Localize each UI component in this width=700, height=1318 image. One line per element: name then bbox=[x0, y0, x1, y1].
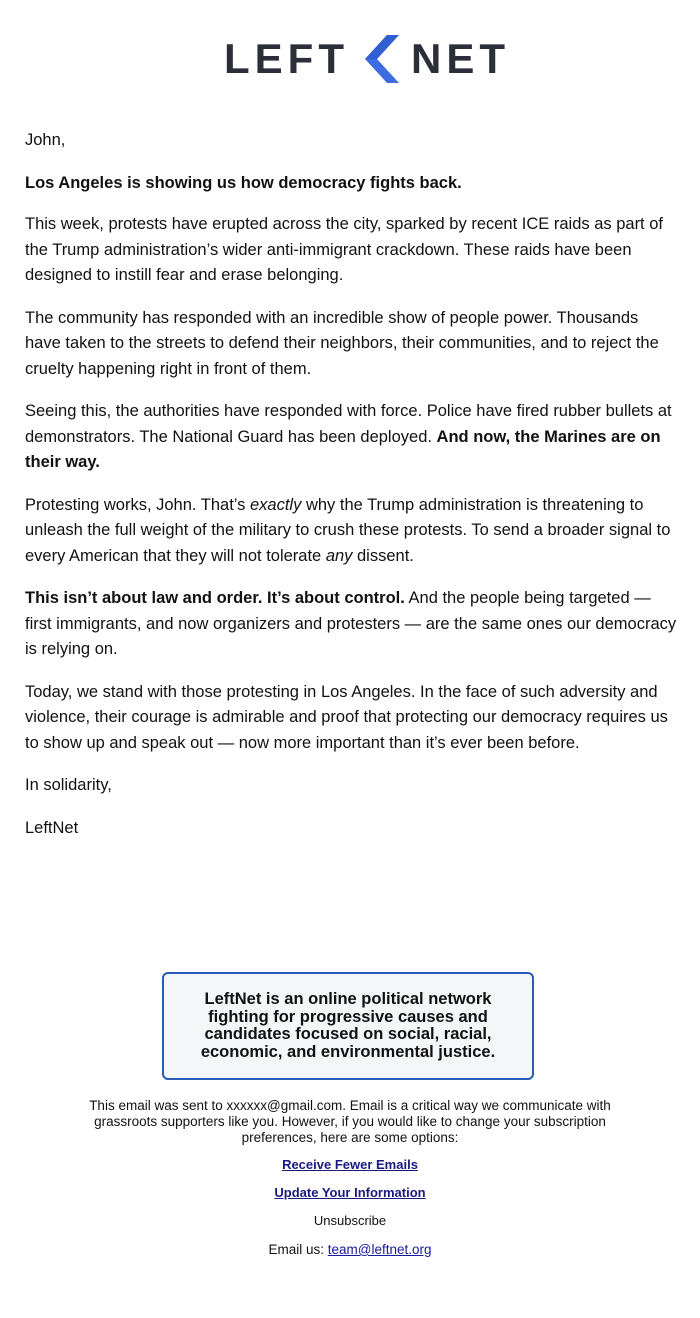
lead-paragraph bbox=[25, 171, 677, 197]
leftnet-logo bbox=[224, 34, 510, 84]
lead-bold-text: Los Angeles is showing us how democracy fights back. bbox=[25, 173, 462, 192]
paragraph-4-part-a: Protesting works, John. That’s bbox=[25, 495, 250, 514]
email-us-link[interactable]: team@leftnet.org bbox=[327, 1242, 432, 1257]
paragraph-5 bbox=[25, 586, 677, 663]
email-body bbox=[25, 128, 677, 841]
paragraph-3 bbox=[25, 399, 677, 476]
receive-fewer-emails-link[interactable]: Receive Fewer Emails bbox=[282, 1157, 418, 1172]
paragraph-5-bold: This isn’t about law and order. It’s about control. bbox=[25, 589, 405, 607]
fewer-emails-row bbox=[60, 1157, 640, 1172]
paragraph-4-emphasis-exactly: exactly bbox=[250, 495, 302, 514]
update-your-information-link[interactable]: Update Your Information bbox=[274, 1185, 426, 1200]
chevron-left-icon bbox=[363, 35, 399, 83]
closing: In solidarity, bbox=[25, 776, 112, 794]
paragraph-3-bold: And now, the Marines are on their way. bbox=[25, 427, 661, 471]
logo-word-right: NET bbox=[410, 35, 510, 82]
about-text: LeftNet is an online political network fighting for progressive causes and candidates focused on social, racial, economic, and environmental justice. bbox=[200, 990, 496, 1061]
paragraph-4 bbox=[25, 493, 677, 570]
email-us-label: Email us: bbox=[268, 1242, 328, 1257]
paragraph-4-part-b: why the Trump administration is threatening to unleash the full weight of the military to crush these protests. To send a broader signal to every American that they will not tolerate bbox=[25, 495, 671, 565]
paragraph-2: The community has responded with an incredible show of people power. Thousands have taken to the streets to defend their neighbors, their communities, and to reject the cruelty happening right in front of them. bbox=[25, 308, 659, 378]
paragraph-4-emphasis-any: any bbox=[325, 546, 353, 565]
paragraph-6: Today, we stand with those protesting in Los Angeles. In the face of such adversity and violence, their courage is admirable and proof that protecting our democracy requires us to show up and speak out — now more important than it’s ever been before. bbox=[25, 682, 668, 752]
signature: LeftNet bbox=[25, 818, 79, 837]
subscription-notice: This email was sent to xxxxxx@gmail.com. Email is a critical way we communicate with grassroots supporters like you. However, if you would like to change your subscription preferences, here are some options: bbox=[89, 1098, 611, 1145]
greeting: John, bbox=[25, 131, 66, 149]
logo-word-left: LEFT bbox=[224, 35, 349, 82]
about-box bbox=[162, 972, 534, 1080]
email-header bbox=[0, 0, 700, 108]
update-info-row bbox=[60, 1185, 640, 1200]
paragraph-4-part-c: dissent. bbox=[352, 546, 414, 565]
unsubscribe-link[interactable]: Unsubscribe bbox=[313, 1213, 387, 1228]
paragraph-3-text: Seeing this, the authorities have responded with force. Police have fired rubber bullets at demonstrators. The National Guard has been deployed. bbox=[25, 402, 672, 446]
email-us-row bbox=[60, 1242, 640, 1257]
paragraph-5-text: And the people being targeted — first immigrants, and now organizers and protesters — are the same ones our democracy is relying on. bbox=[25, 589, 677, 658]
paragraph-1: This week, protests have erupted across the city, sparked by recent ICE raids as part of the Trump administration’s wider anti-immigrant crackdown. These raids have been designed to instill fear and erase belonging. bbox=[25, 215, 663, 284]
